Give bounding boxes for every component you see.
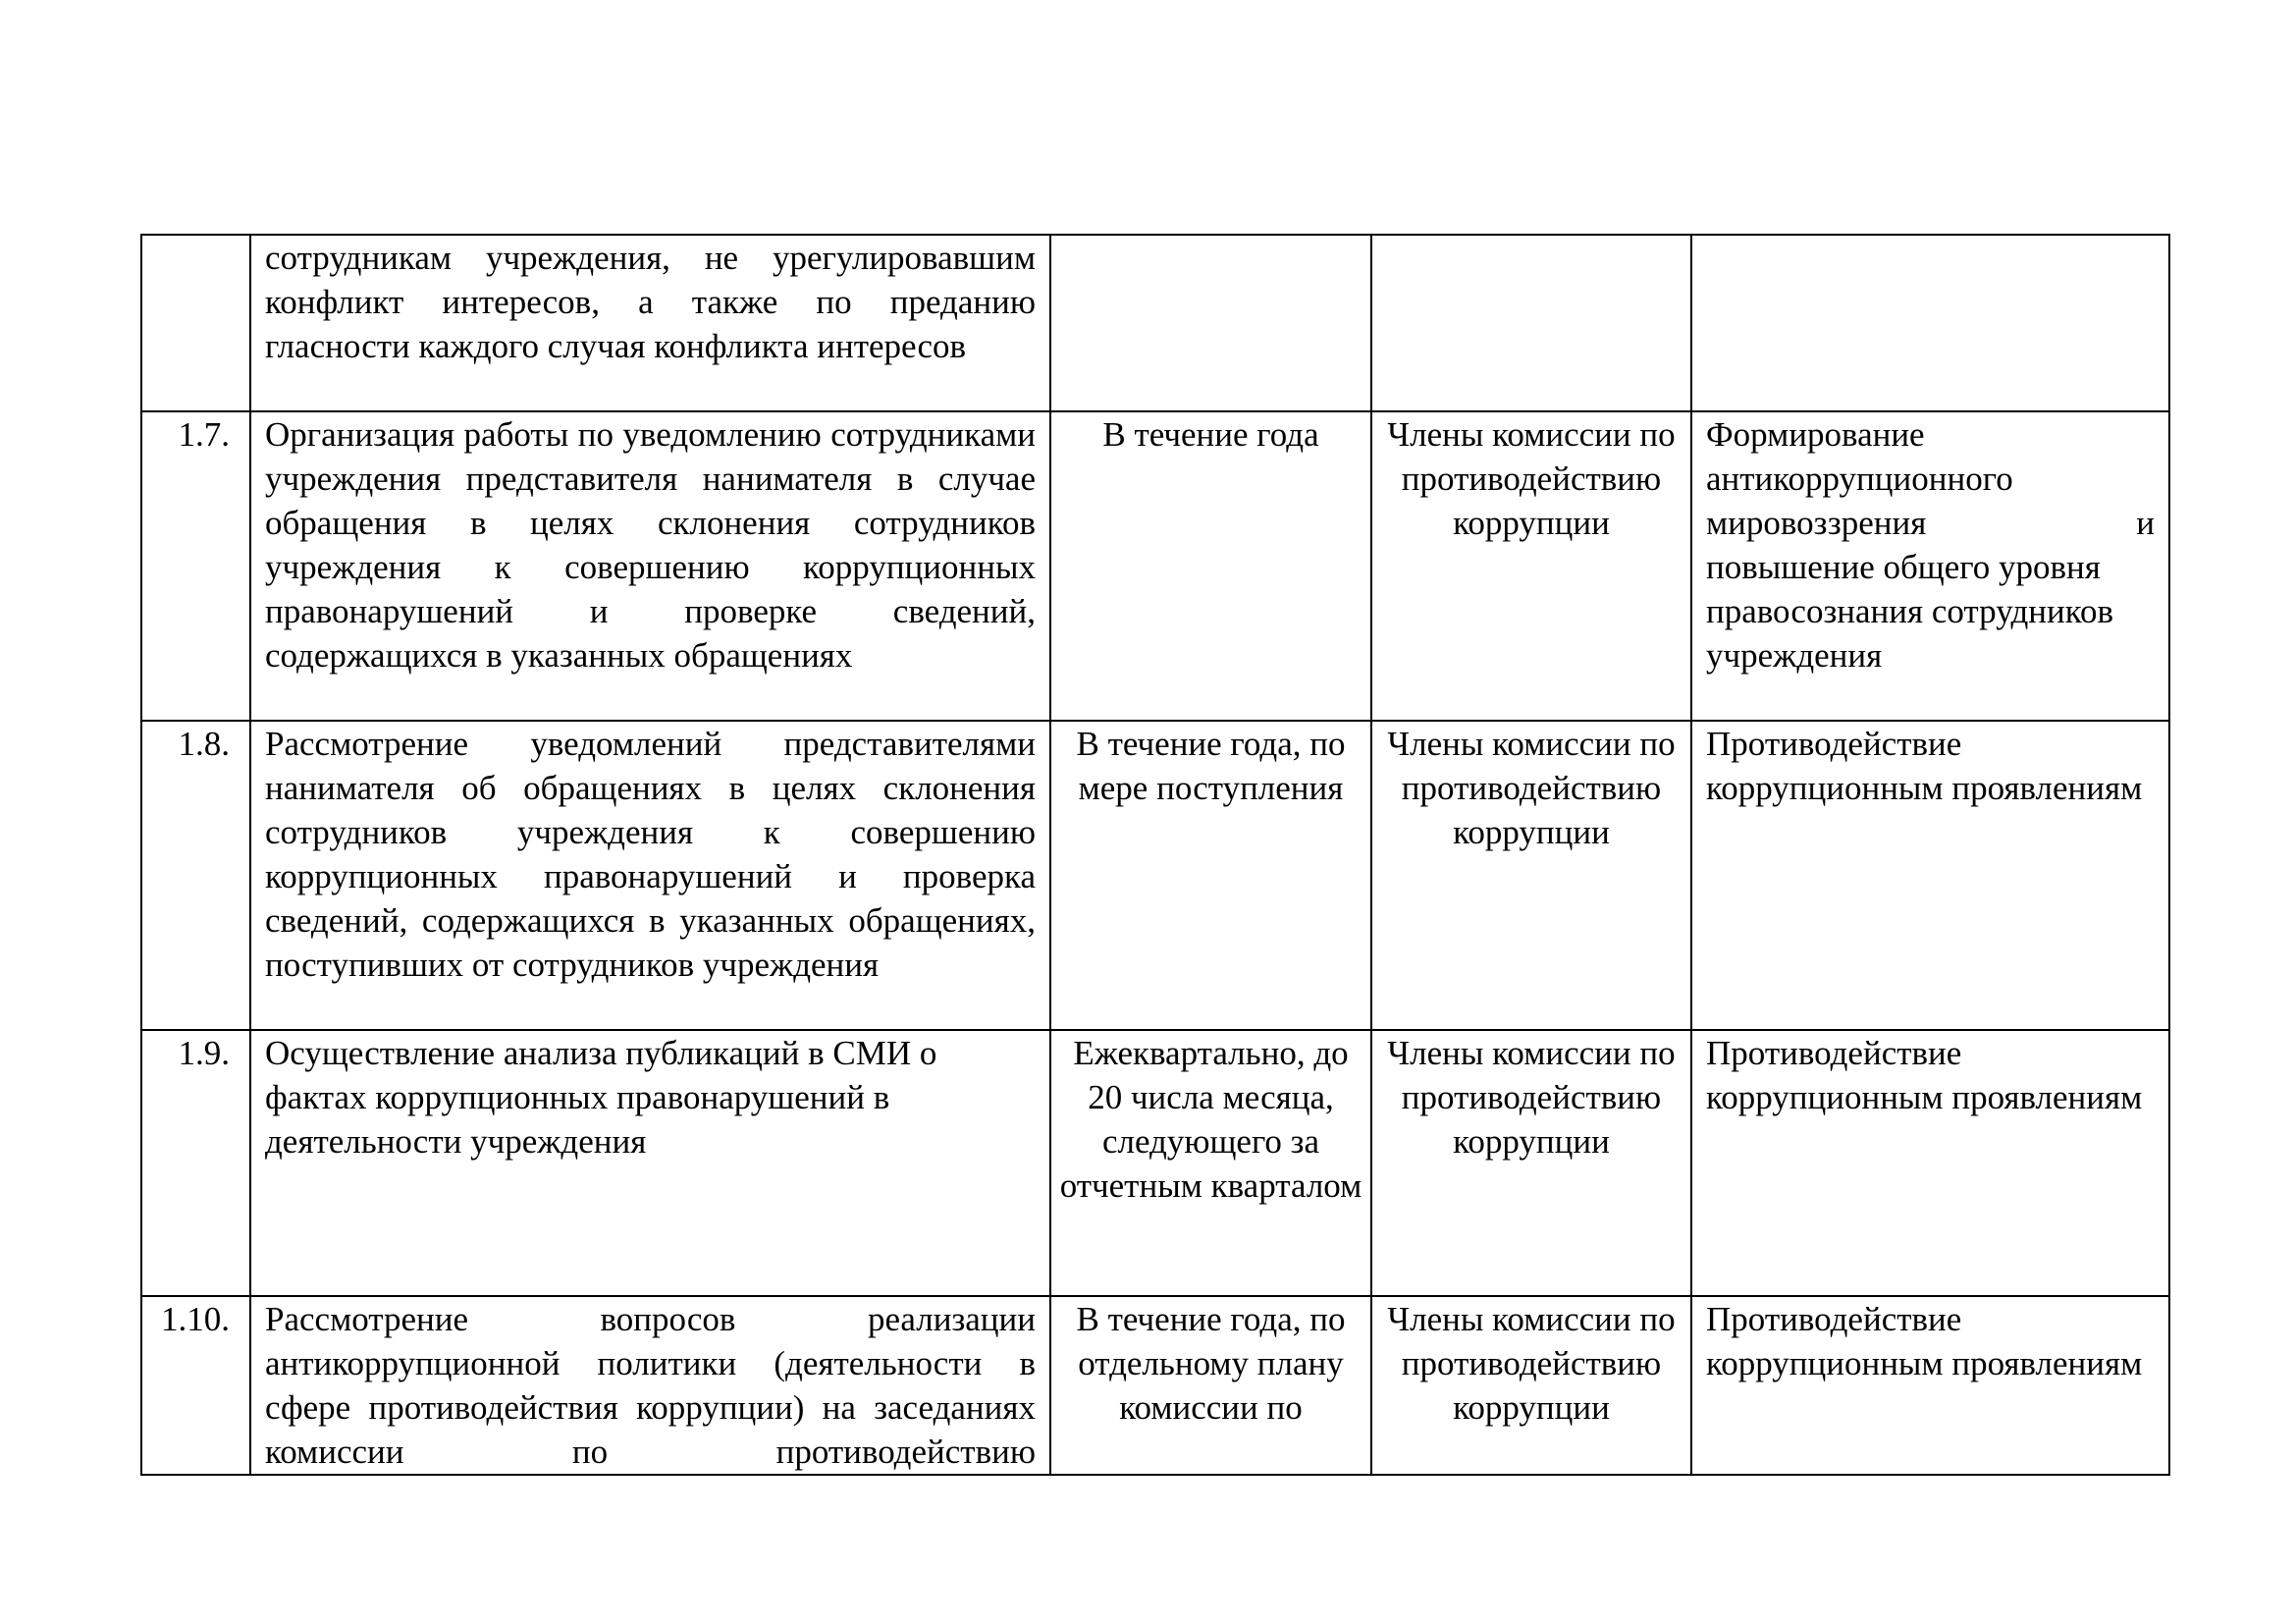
- event-description: Рассмотрение вопросов реализации антикоррупционной политики (деятельности в сфере противодействия коррупции) на заседаниях комиссии по противодействию: [250, 1296, 1050, 1475]
- term-cell: В течение года, по отдельному плану комиссии по: [1050, 1296, 1371, 1475]
- responsible-cell: Члены комиссии по противодействию коррупции: [1371, 1030, 1691, 1296]
- result-cell: [1691, 411, 2169, 721]
- event-description: сотрудникам учреждения, не урегулировавшим конфликт интересов, а также по преданию гласности каждого случая конфликта интересов: [250, 235, 1050, 411]
- result-cell: [1691, 235, 2169, 411]
- responsible-cell: Члены комиссии по противодействию коррупции: [1371, 721, 1691, 1030]
- row-number: 1.7.: [141, 411, 250, 721]
- row-number: [141, 235, 250, 411]
- responsible-cell: Члены комиссии по противодействию коррупции: [1371, 1296, 1691, 1475]
- event-description: Осуществление анализа публикаций в СМИ о фактах коррупционных правонарушений в деятельности учреждения: [250, 1030, 1050, 1296]
- term-cell: Ежеквартально, до 20 числа месяца, следующего за отчетным кварталом: [1050, 1030, 1371, 1296]
- action-plan-table: [140, 234, 2170, 1476]
- term-cell: [1050, 235, 1371, 411]
- result-lead-text: Формирование антикоррупционного мировоззрения и: [1706, 415, 2155, 542]
- responsible-cell: [1371, 235, 1691, 411]
- responsible-cell: Члены комиссии по противодействию коррупции: [1371, 411, 1691, 721]
- term-cell: В течение года, по мере поступления: [1050, 721, 1371, 1030]
- result-cell: Противодействие коррупционным проявлениям: [1691, 721, 2169, 1030]
- result-text: повышение общего уровня правосознания сотрудников учреждения: [1706, 548, 2114, 675]
- row-number: 1.9.: [141, 1030, 250, 1296]
- table-row: [141, 1296, 2169, 1475]
- table-row: [141, 1030, 2169, 1296]
- table-row: [141, 721, 2169, 1030]
- event-description: Организация работы по уведомлению сотрудниками учреждения представителя нанимателя в случае обращения в целях склонения сотрудников учреждения к совершению коррупционных правонарушений и проверке сведений, содержащихся в указанных обращениях: [250, 411, 1050, 721]
- row-number: 1.8.: [141, 721, 250, 1030]
- row-number: 1.10.: [141, 1296, 250, 1475]
- result-cell: Противодействие коррупционным проявлениям: [1691, 1030, 2169, 1296]
- table-row: [141, 411, 2169, 721]
- table-row: [141, 235, 2169, 411]
- result-cell: Противодействие коррупционным проявлениям: [1691, 1296, 2169, 1475]
- term-cell: В течение года: [1050, 411, 1371, 721]
- event-description: Рассмотрение уведомлений представителями нанимателя об обращениях в целях склонения сотрудников учреждения к совершению коррупционных правонарушений и проверка сведений, содержащихся в указанных обращениях, поступивших от сотрудников учреждения: [250, 721, 1050, 1030]
